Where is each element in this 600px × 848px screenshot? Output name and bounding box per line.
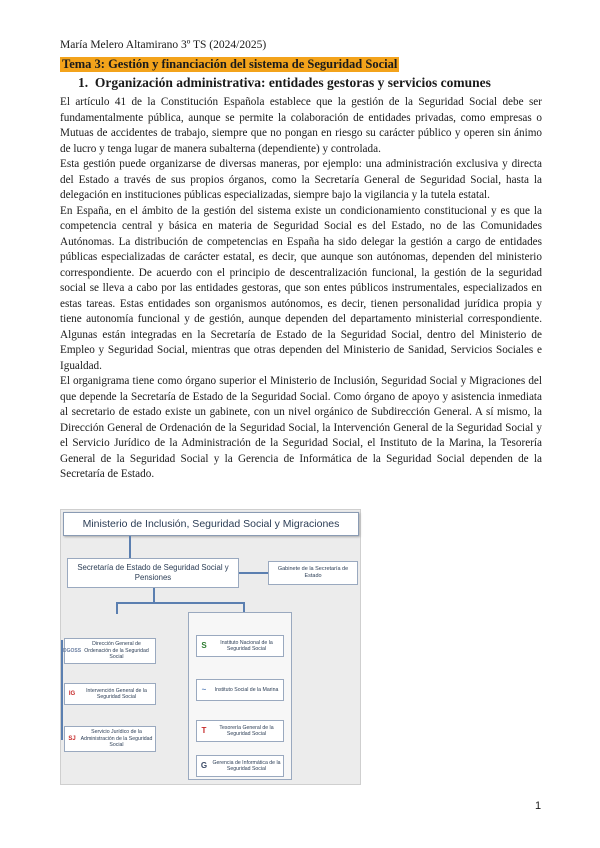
org-box-label: Servicio Jurídico de la Administración de la Seguridad Social <box>80 729 153 749</box>
org-box-tgss <box>196 720 284 742</box>
org-box-label: Dirección General de Ordenación de la Seguridad Social <box>84 641 149 661</box>
connector <box>239 572 268 574</box>
section-heading: 1. Organización administrativa: entidades gestoras y servicios comunes <box>78 75 491 90</box>
chapter-title: Tema 3: Gestión y financiación del sistema de Seguridad Social <box>62 57 398 71</box>
org-box-label: Instituto Nacional de la Seguridad Social <box>220 639 273 652</box>
intervencion-logo-icon: IG <box>68 690 76 697</box>
dgoss-logo-icon: DGOSS <box>62 647 82 654</box>
paragraph: El organigrama tiene como órgano superior el Ministerio de Inclusión, Seguridad Social y Migraciones del que depende la Secretaría de Estado de la Seguridad Social. Como órgano de apoyo y asistencia inmediata al secretario de estado existe un gabinete, con un nivel orgánico de Subdirección General. A sí mismo, la Dirección General de Ordenación de la Seguridad Social, la Intervención General de la Seguridad Social y el Servicio Jurídico de la Administración de la Seguridad Social, el Instituto de la Marina, la Tesorería General de la Seguridad Social y la Gerencia de Informática de la Seguridad Social dependen de la Secretaría de Estado. <box>60 375 542 480</box>
connector <box>129 536 131 558</box>
org-box-label: Gerencia de Informática de la Seguridad Social <box>212 759 281 772</box>
paragraph: En España, en el ámbito de la gestión del sistema existe un condicionamiento constitucional y es que la competencia central y básica en materia de Seguridad Social es del Estado, no de las Comunidades Autónomas. La distribución de competencias en España ha sido delegar la gestión a cargo de entidades públicas especializadas de carácter estatal, es decir, que aunque son autónomas, dependen del ministerio correspondiente. De acuerdo con el principio de descentralización funcional, la gestión de la seguridad social se lleva a cabo por las entidades gestoras, que son entes públicos instrumentales, especializados en estas tareas. Estas entidades son organismos autónomos, es decir, tienen personalidad jurídica propia y tiene autonomía funcional y de gestión, aunque dependen del departamento ministerial correspondiente. Algunas están integradas en la Secretaría de Estado de la Seguridad Social, dentro del Ministerio de Empleo y Seguridad Social, mientras que otras dependen del Ministerio de Sanidad, Servicios Sociales e Igualdad. <box>60 204 542 372</box>
connector <box>61 640 63 740</box>
connector <box>153 588 155 603</box>
gisS-logo-icon: G <box>200 760 208 770</box>
org-box-secretaria: Secretaría de Estado de Seguridad Social y Pensiones <box>67 558 239 588</box>
org-box-intervencion <box>64 683 156 705</box>
org-box-dgoss <box>64 638 156 664</box>
org-box-label: Intervención General de la Seguridad Social <box>86 687 147 700</box>
paragraph: Esta gestión puede organizarse de diversas maneras, por ejemplo: una administración exclusiva y directa del Estado a través de sus propios órganos, como la Secretaría General de Seguridad Social, hasta la delegación en instituciones públicas especializadas, siempre bajo la vigilancia y la tutela estatal. <box>60 158 542 201</box>
org-box-gabinete: Gabinete de la Secretaría de Estado <box>268 561 358 585</box>
servicio-juridico-logo-icon: SJ <box>68 735 76 742</box>
org-box-inss <box>196 635 284 657</box>
org-chart <box>60 509 361 785</box>
connector <box>116 602 244 604</box>
connector <box>243 602 245 612</box>
org-box-ministerio: Ministerio de Inclusión, Seguridad Social y Migraciones <box>63 512 359 536</box>
org-box-servicio-juridico <box>64 726 156 752</box>
body-text <box>60 95 542 483</box>
ism-logo-icon: ~ <box>201 684 207 694</box>
org-box-label: Tesorería General de la Seguridad Social <box>219 724 274 737</box>
page-number: 1 <box>535 800 542 812</box>
document-header: María Melero Altamirano 3º TS (2024/2025) <box>60 39 267 51</box>
paragraph: El artículo 41 de la Constitución Española establece que la gestión de la Seguridad Social debe ser fundamentalmente pública, aunque se permite la colaboración de entidades privadas, como empresas o Mutuas de accidentes de trabajo, siempre que no pongan en riesgo su carácter público y operen sin ánimo de lucro y tenga lugar de manera subalterna (dependiente) y controlada. <box>60 96 542 155</box>
org-box-gisS <box>196 755 284 777</box>
inss-logo-icon: S <box>201 640 207 650</box>
org-box-ism <box>196 679 284 701</box>
connector <box>116 602 118 614</box>
entidades-group <box>188 612 292 780</box>
org-box-label: Instituto Social de la Marina <box>214 686 279 693</box>
tgss-logo-icon: T <box>201 725 207 735</box>
